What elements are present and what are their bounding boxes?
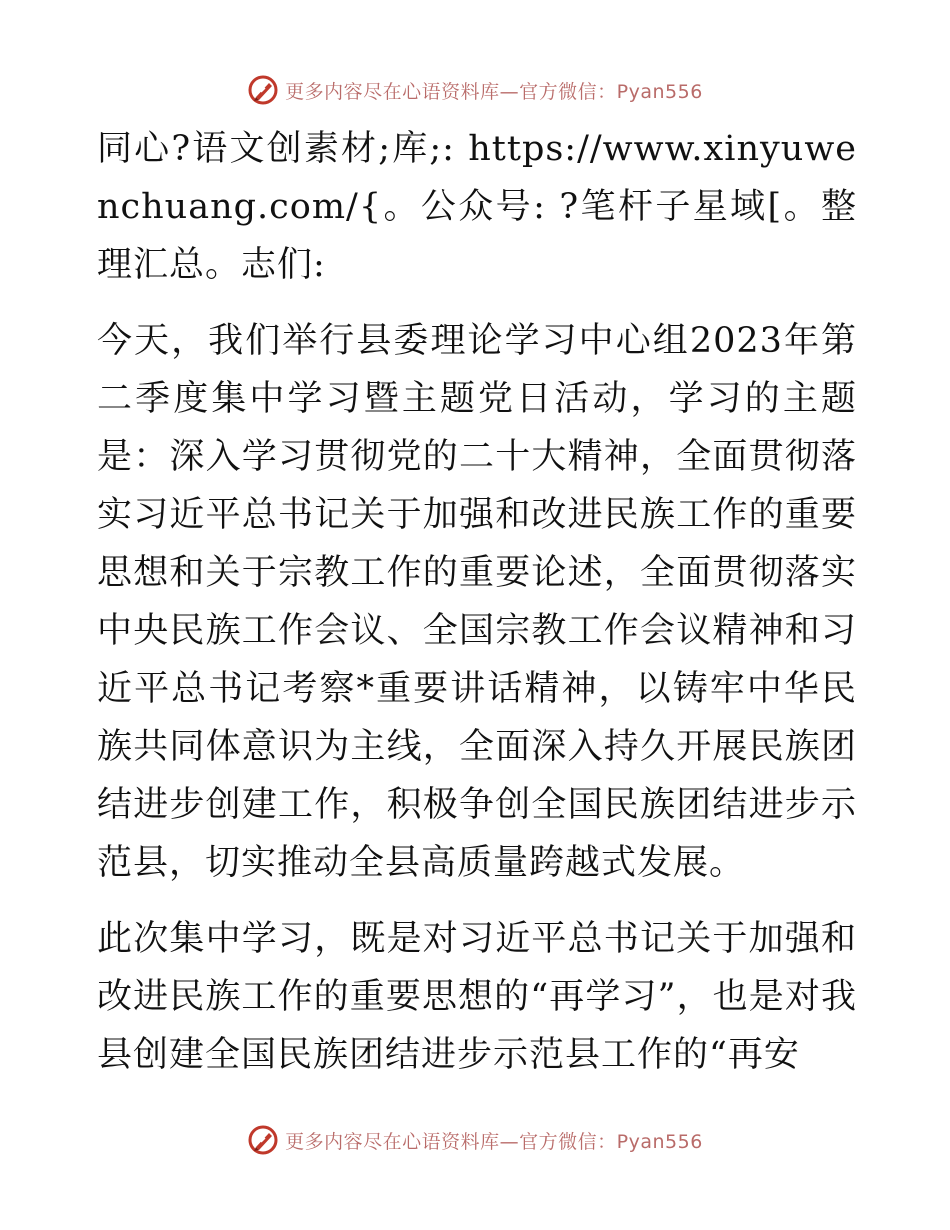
paragraph-study-purpose: 此次集中学习，既是对习近平总书记关于加强和改进民族工作的重要思想的“再学习”，也是对我县创建全国民族团结进步示范县工作的“再安 — [97, 919, 857, 1075]
paragraph-intro: 今天，我们举行县委理论学习中心组2023年第二季度集中学习暨主题党日活动，学习的主题是：深入学习贯彻党的二十大精神，全面贯彻落实习近平总书记关于加强和改进民族工作的重要思想和关于宗教工作的重要论述，全面贯彻落实中央民族工作会议、全国宗教工作会议精神和习近平总书记考察*重要讲话精神，以铸牢中华民族共同体意识为主线，全面深入持久开展民族团结进步创建工作，积极争创全国民族团结进步示范县，切实推动全县高质量跨越式发展。 — [97, 321, 857, 883]
header-banner-text: 更多内容尽在心语资料库—官方微信：Pyan556 — [285, 80, 703, 103]
document-body — [97, 120, 857, 1084]
pen-logo-icon — [247, 1124, 279, 1156]
footer-banner-text: 更多内容尽在心语资料库—官方微信：Pyan556 — [285, 1130, 703, 1153]
footer-banner — [0, 1120, 950, 1160]
header-banner — [0, 70, 950, 110]
paragraph-source-note: 同心?语文创素材;库;: https://www.xinyuwenchuang.com/{。公众号: ?笔杆子星域[。整理汇总。志们: — [97, 129, 857, 285]
pen-logo-icon — [247, 74, 279, 106]
